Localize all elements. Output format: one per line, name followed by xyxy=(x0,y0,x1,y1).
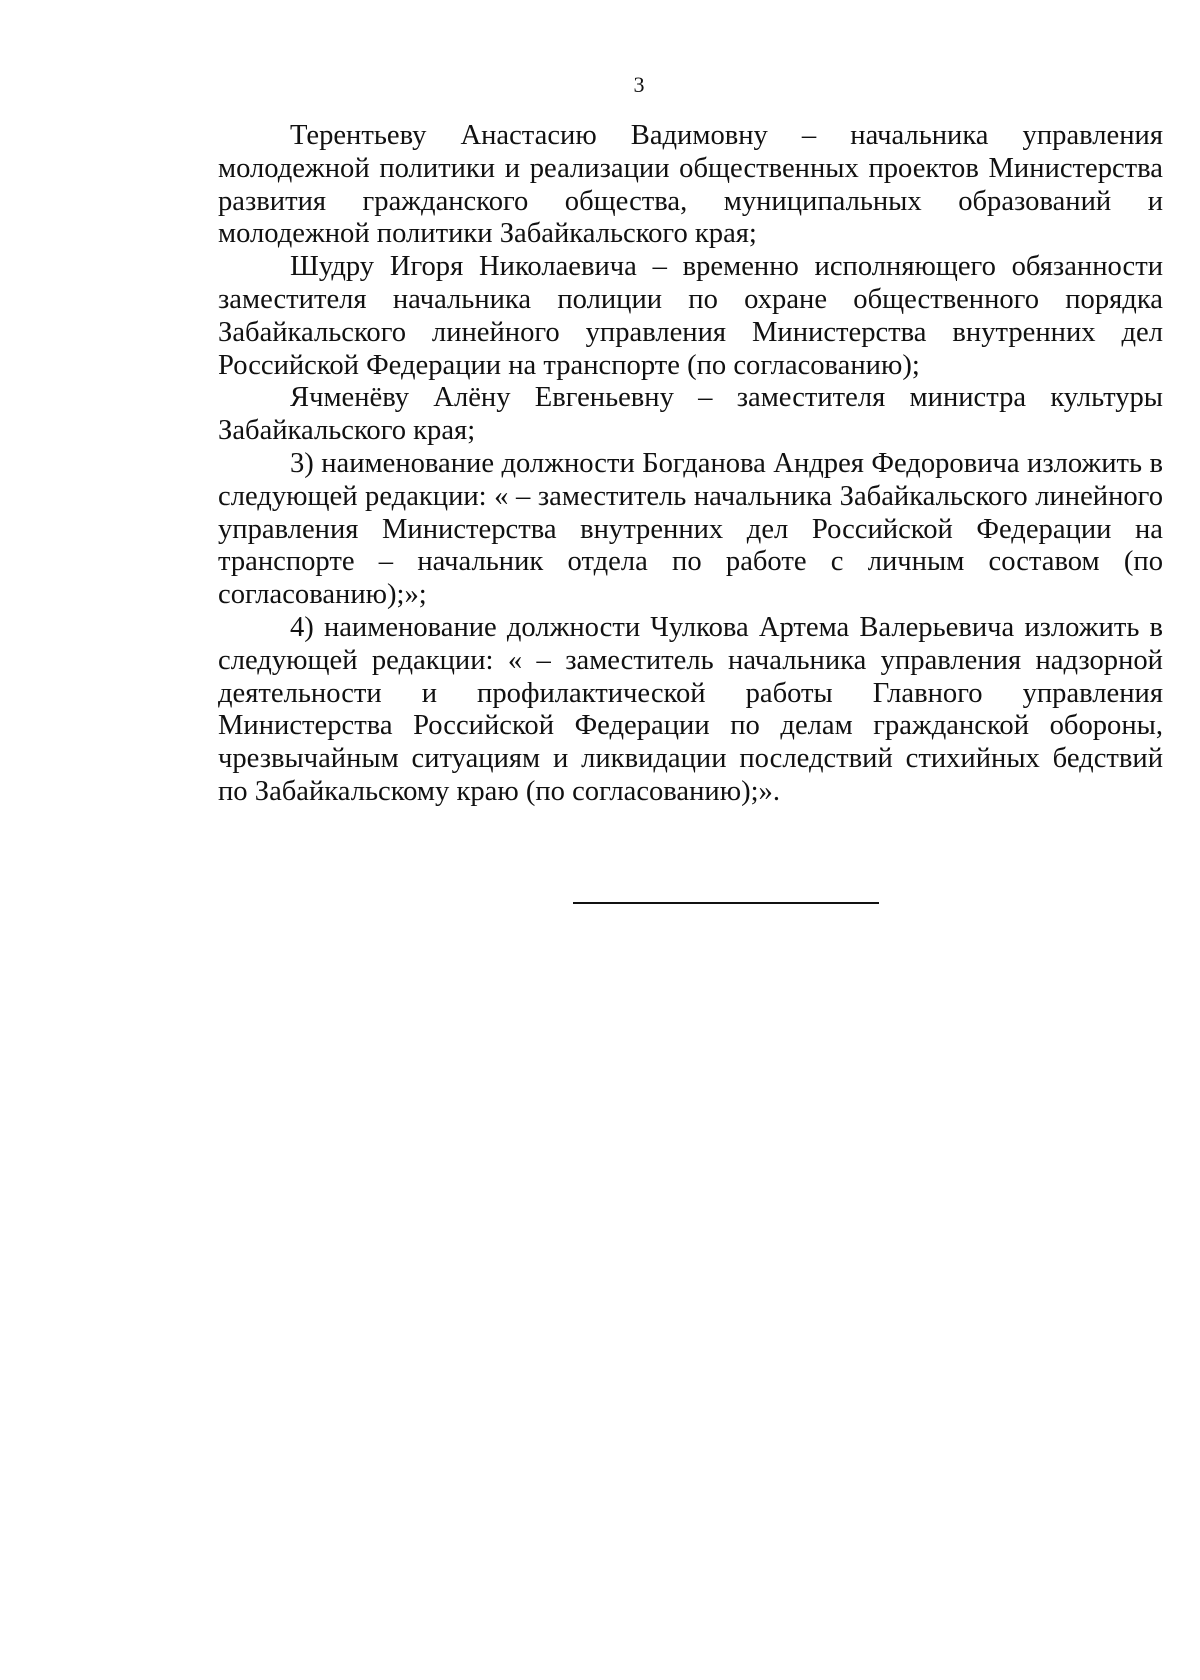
paragraph-item-4-chulkov: 4) наименование должности Чулкова Артема Валерьевича изложить в следующей редакции: « – заместитель начальника управления надзорной деятельности и профилактической работы Главного управления Министерства Российской Федерации по делам гражданской обороны, чрезвычайным ситуациям и ликвидации последствий стихийных бедствий по Забайкальскому краю (по согласованию);». xyxy=(218,611,1163,807)
page-number: 3 xyxy=(633,72,645,97)
paragraph-shudra: Шудру Игоря Николаевича – временно исполняющего обязанности заместителя начальника полиции по охране общественного порядка Забайкальского линейного управления Министерства внутренних дел Российской Федерации на транспорте (по согласованию); xyxy=(218,251,1163,381)
paragraph-terentyeva: Терентьеву Анастасию Вадимовну – начальника управления молодежной политики и реализации общественных проектов Министерства развития гражданского общества, муниципальных образований и молодежной политики Забайкальского края; xyxy=(218,120,1163,250)
closing-rule-line xyxy=(573,902,879,904)
paragraph-yachmeneva: Ячменёву Алёну Евгеньевну – заместителя министра культуры Забайкальского края; xyxy=(218,382,1163,447)
document-body xyxy=(218,120,1163,809)
paragraph-item-3-bogdanov: 3) наименование должности Богданова Андрея Федоровича изложить в следующей редакции: « – заместитель начальника Забайкальского линейного управления Министерства внутренних дел Российской Федерации на транспорте – начальник отдела по работе с личным составом (по согласованию);»; xyxy=(218,447,1163,611)
